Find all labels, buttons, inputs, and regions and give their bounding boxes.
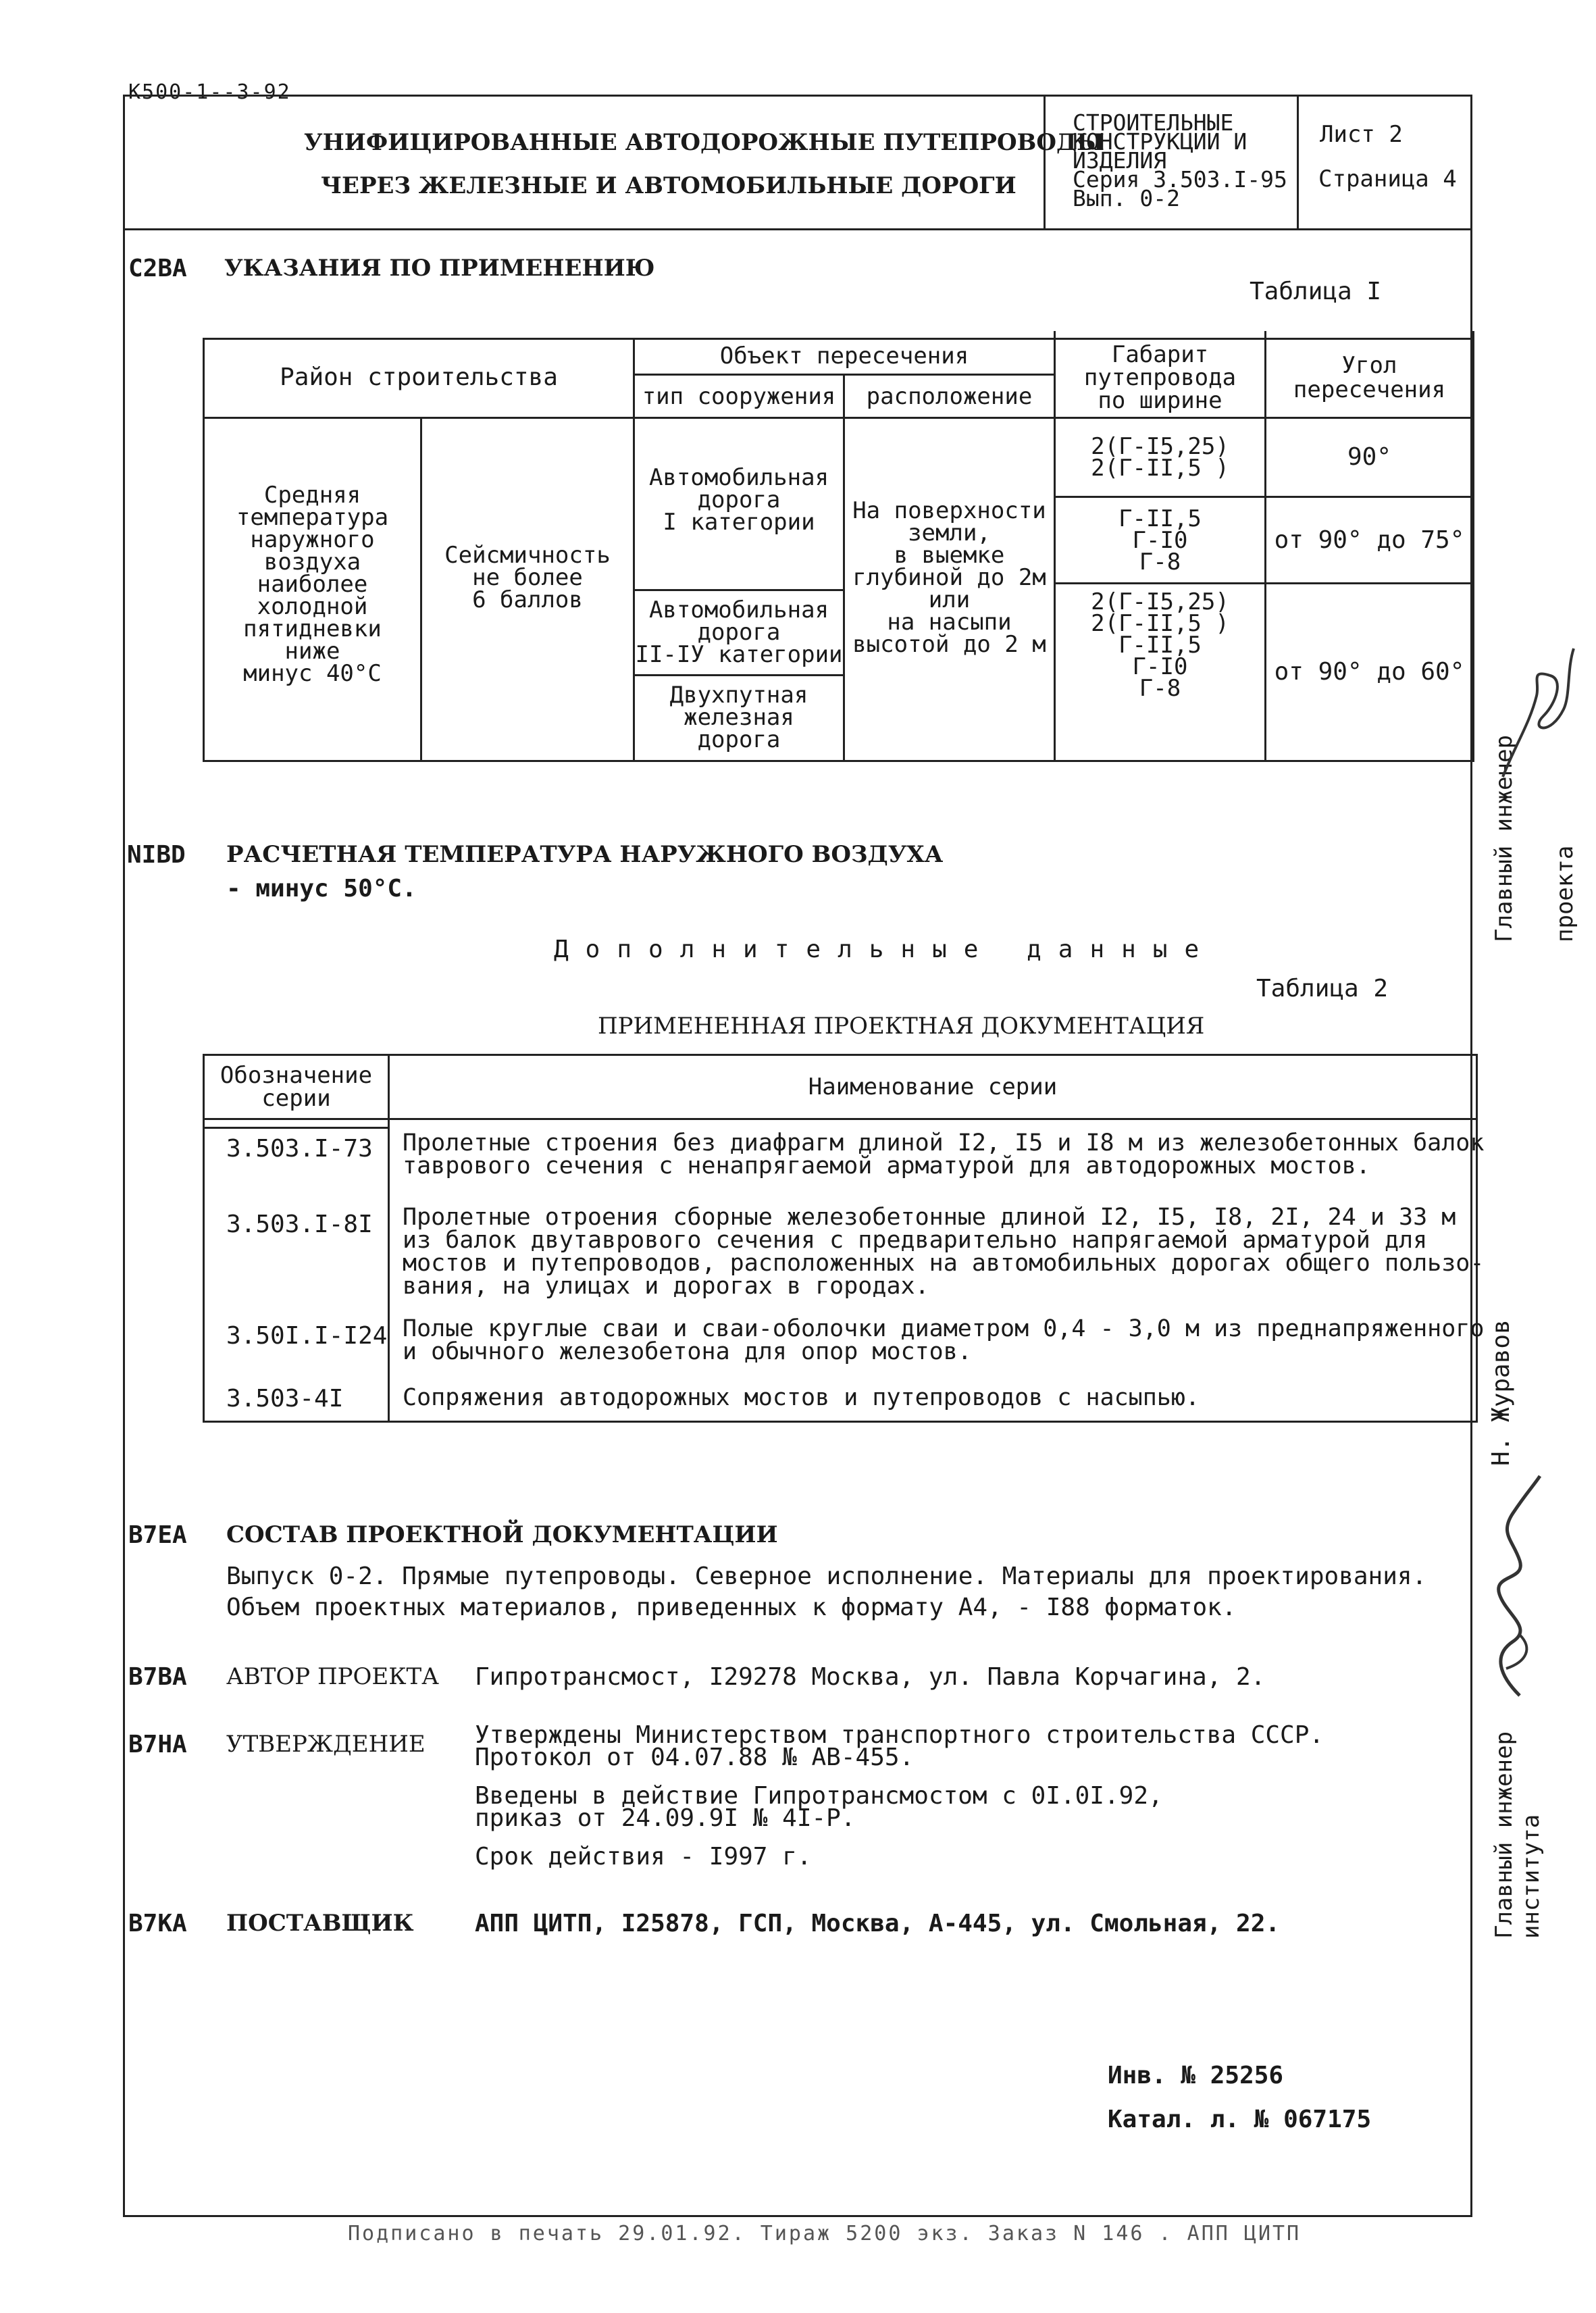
side-project-engineer-title: Главный инженер (1491, 734, 1518, 942)
t1-angle-2: от 90° до 75° (1274, 526, 1465, 554)
header-category (1073, 109, 1287, 211)
t1-type-railway: Двухпутная железная дорога (669, 682, 808, 753)
project-engineer-signature (1489, 642, 1577, 784)
t2-row-name (403, 1386, 1200, 1409)
t2-header-code: Обозначение серии (220, 1062, 373, 1112)
section-title: ПОСТАВЩИК (226, 1910, 414, 1937)
header-divider-2 (1297, 95, 1299, 230)
doc-code: К500-1--3-92 (128, 80, 291, 104)
side-institute-engineer-title: Главный инженер (1491, 1731, 1518, 1939)
min-temp-value: - минус 50°С. (226, 875, 417, 903)
supplier-value: АПП ЦИТП, I25878, ГСП, Москва, А-445, ул. Смольная, 22. (475, 1910, 1281, 1937)
section-code: В7КА (128, 1910, 187, 1937)
t2-row-code: 3.503-4I (226, 1385, 344, 1413)
t1-location: На поверхности земли, в выемке глубиной до 2м или на насыпи высотой до 2 м (852, 497, 1046, 658)
additional-data-heading: Дополнительные данные (554, 936, 1216, 963)
composition-line1: Выпуск 0-2. Прямые путепроводы. Северное исполнение. Материалы для проектирования. (226, 1562, 1427, 1590)
table2-label: Таблица 2 (1256, 975, 1389, 1002)
section-code: NIBD (127, 841, 186, 869)
t2-row-line: вания, на улицах и дорогах в городах. (403, 1273, 929, 1300)
approval-line: Введены в действие Гипротрансмостом с 0I.0I.92, (475, 1782, 1163, 1810)
section-code: С2ВА (128, 255, 187, 282)
t2-row-name (403, 1129, 1485, 1179)
approval-line: приказ от 24.09.9I № 4I-Р. (475, 1804, 856, 1832)
t2-row-line: и обычного железобетона для опор мостов. (403, 1338, 972, 1365)
approval-line: Протокол от 04.07.88 № АВ-455. (475, 1744, 915, 1771)
t2-rule (203, 1118, 1478, 1120)
category-line: ИЗДЕЛИЯ (1073, 147, 1167, 174)
section-title: УКАЗАНИЯ ПО ПРИМЕНЕНИЮ (224, 255, 655, 282)
side-zhuravov: Н. Журавов (1487, 1319, 1515, 1466)
t2-row-code: 3.503.I-8I (226, 1211, 373, 1238)
t2-row-line: Сопряжения автодорожных мостов и путепроводов с насыпью. (403, 1384, 1200, 1411)
t1-header-object: Объект пересечения (719, 342, 969, 370)
t1-header-type: тип сооружения (642, 382, 836, 410)
section-code: В7ЕА (128, 1521, 187, 1549)
approval-line: Утверждены Министерством транспортного строительства СССР. (475, 1721, 1324, 1749)
t1-rule (1472, 331, 1474, 762)
t1-gabarit-2: Г-II,5 Г-I0 Г-8 (1118, 505, 1202, 576)
section-title: РАСЧЕТНАЯ ТЕМПЕРАТУРА НАРУЖНОГО ВОЗДУХА (226, 841, 944, 868)
inventory-number: Инв. № 25256 (1108, 2062, 1284, 2089)
t2-row-line: Полые круглые сваи и сваи-оболочки диаметром 0,4 - 3,0 м из преднапряженного (403, 1315, 1485, 1342)
side-project-engineer-sub: проекта (1551, 845, 1578, 942)
t2-rule (203, 1421, 1478, 1423)
composition-line2: Объем проектных материалов, приведенных к формату А4, - I88 форматок. (226, 1594, 1237, 1621)
side-institute-engineer-sub: института (1518, 1814, 1545, 1939)
t2-row-name (403, 1317, 1484, 1363)
t2-row-name (403, 1206, 1484, 1298)
t2-row-code: 3.503.I-73 (226, 1135, 373, 1163)
t1-type-road-cat1: Автомобильная дорога I категории (648, 463, 829, 536)
t2-header-name: Наименование серии (808, 1073, 1058, 1100)
category-line: КОНСТРУКЦИИ И (1073, 128, 1247, 155)
header-bottom-rule (123, 228, 1472, 230)
t1-seismic: Сейсмичность не более 6 баллов (444, 541, 611, 613)
author-value: Гипротрансмост, I29278 Москва, ул. Павла Корчагина, 2. (475, 1663, 1266, 1691)
category-line: Серия 3.503.I-95 (1073, 166, 1287, 193)
section-title: УТВЕРЖДЕНИЕ (226, 1731, 426, 1758)
table1-label: Таблица I (1250, 278, 1382, 305)
t1-rule (203, 760, 1474, 762)
sheet-number: Лист 2 (1320, 121, 1403, 148)
catalog-number: Катал. л. № 067175 (1108, 2106, 1372, 2133)
t1-gabarit-3: 2(Г-I5,25) 2(Г-II,5 ) Г-II,5 Г-I0 Г-8 (1091, 588, 1229, 702)
t1-header-region: Район строительства (280, 363, 558, 391)
page-number: Страница 4 (1318, 166, 1457, 193)
t2-row-line: таврового сечения с ненапрягаемой арматурой для автодорожных мостов. (403, 1152, 1370, 1179)
header-title-line2: ЧЕРЕЗ ЖЕЛЕЗНЫЕ И АВТОМОБИЛЬНЫЕ ДОРОГИ (321, 172, 1016, 199)
t2-row-line: Пролетные строения без диафрагм длиной I2, I5 и I8 м из железобетонных балок (403, 1129, 1485, 1156)
section-title: СОСТАВ ПРОЕКТНОЙ ДОКУМЕНТАЦИИ (226, 1521, 778, 1548)
section-code: В7НА (128, 1731, 187, 1758)
t2-row-code: 3.50I.I-I24 (226, 1322, 388, 1350)
t2-row-line: Пролетные отроения сборные железобетонные длиной I2, I5, I8, 2I, 24 и 33 м (403, 1204, 1456, 1231)
t1-angle-1: 90° (1347, 443, 1392, 471)
t1-header-gabarit: Габарит путепровода по ширине (1083, 340, 1237, 414)
institute-engineer-signature (1479, 1473, 1560, 1702)
header-divider-1 (1044, 95, 1046, 230)
t2-row-line: мостов и путепроводов, расположенных на автомобильных дорогах общего пользо- (403, 1250, 1485, 1277)
approval-block (475, 1721, 1324, 1871)
approval-line: Срок действия - I997 г. (475, 1843, 812, 1871)
t2-rule (203, 1127, 390, 1129)
section-title: АВТОР ПРОЕКТА (226, 1663, 439, 1690)
t2-row-line: из балок двутаврового сечения с предварительно напрягаемой арматурой для (403, 1227, 1428, 1254)
t1-header-location: расположение (866, 382, 1033, 410)
t1-gabarit-1: 2(Г-I5,25) 2(Г-II,5 ) (1091, 433, 1229, 482)
footer-print-info: Подписано в печать 29.01.92. Тираж 5200 экз. Заказ N 146 . АПП ЦИТП (348, 2222, 1302, 2245)
category-line: Вып. 0-2 (1073, 185, 1180, 211)
t1-temperature: Средняя температура наружного воздуха наиболее холодной пятидневки ниже минус 40°С (236, 481, 389, 687)
category-line: СТРОИТЕЛЬНЫЕ (1073, 109, 1234, 136)
header-title-line1: УНИФИЦИРОВАННЫЕ АВТОДОРОЖНЫЕ ПУТЕПРОВОДЫ (304, 129, 1105, 156)
table2-caption: ПРИМЕНЕННАЯ ПРОЕКТНАЯ ДОКУМЕНТАЦИЯ (598, 1013, 1205, 1040)
section-code: В7ВА (128, 1663, 187, 1691)
t1-angle-3: от 90° до 60° (1274, 658, 1465, 686)
t1-header-angle: Угол пересечения (1293, 351, 1446, 403)
t1-type-road-cat2-4: Автомобильная дорога II-IУ категории (635, 596, 843, 668)
